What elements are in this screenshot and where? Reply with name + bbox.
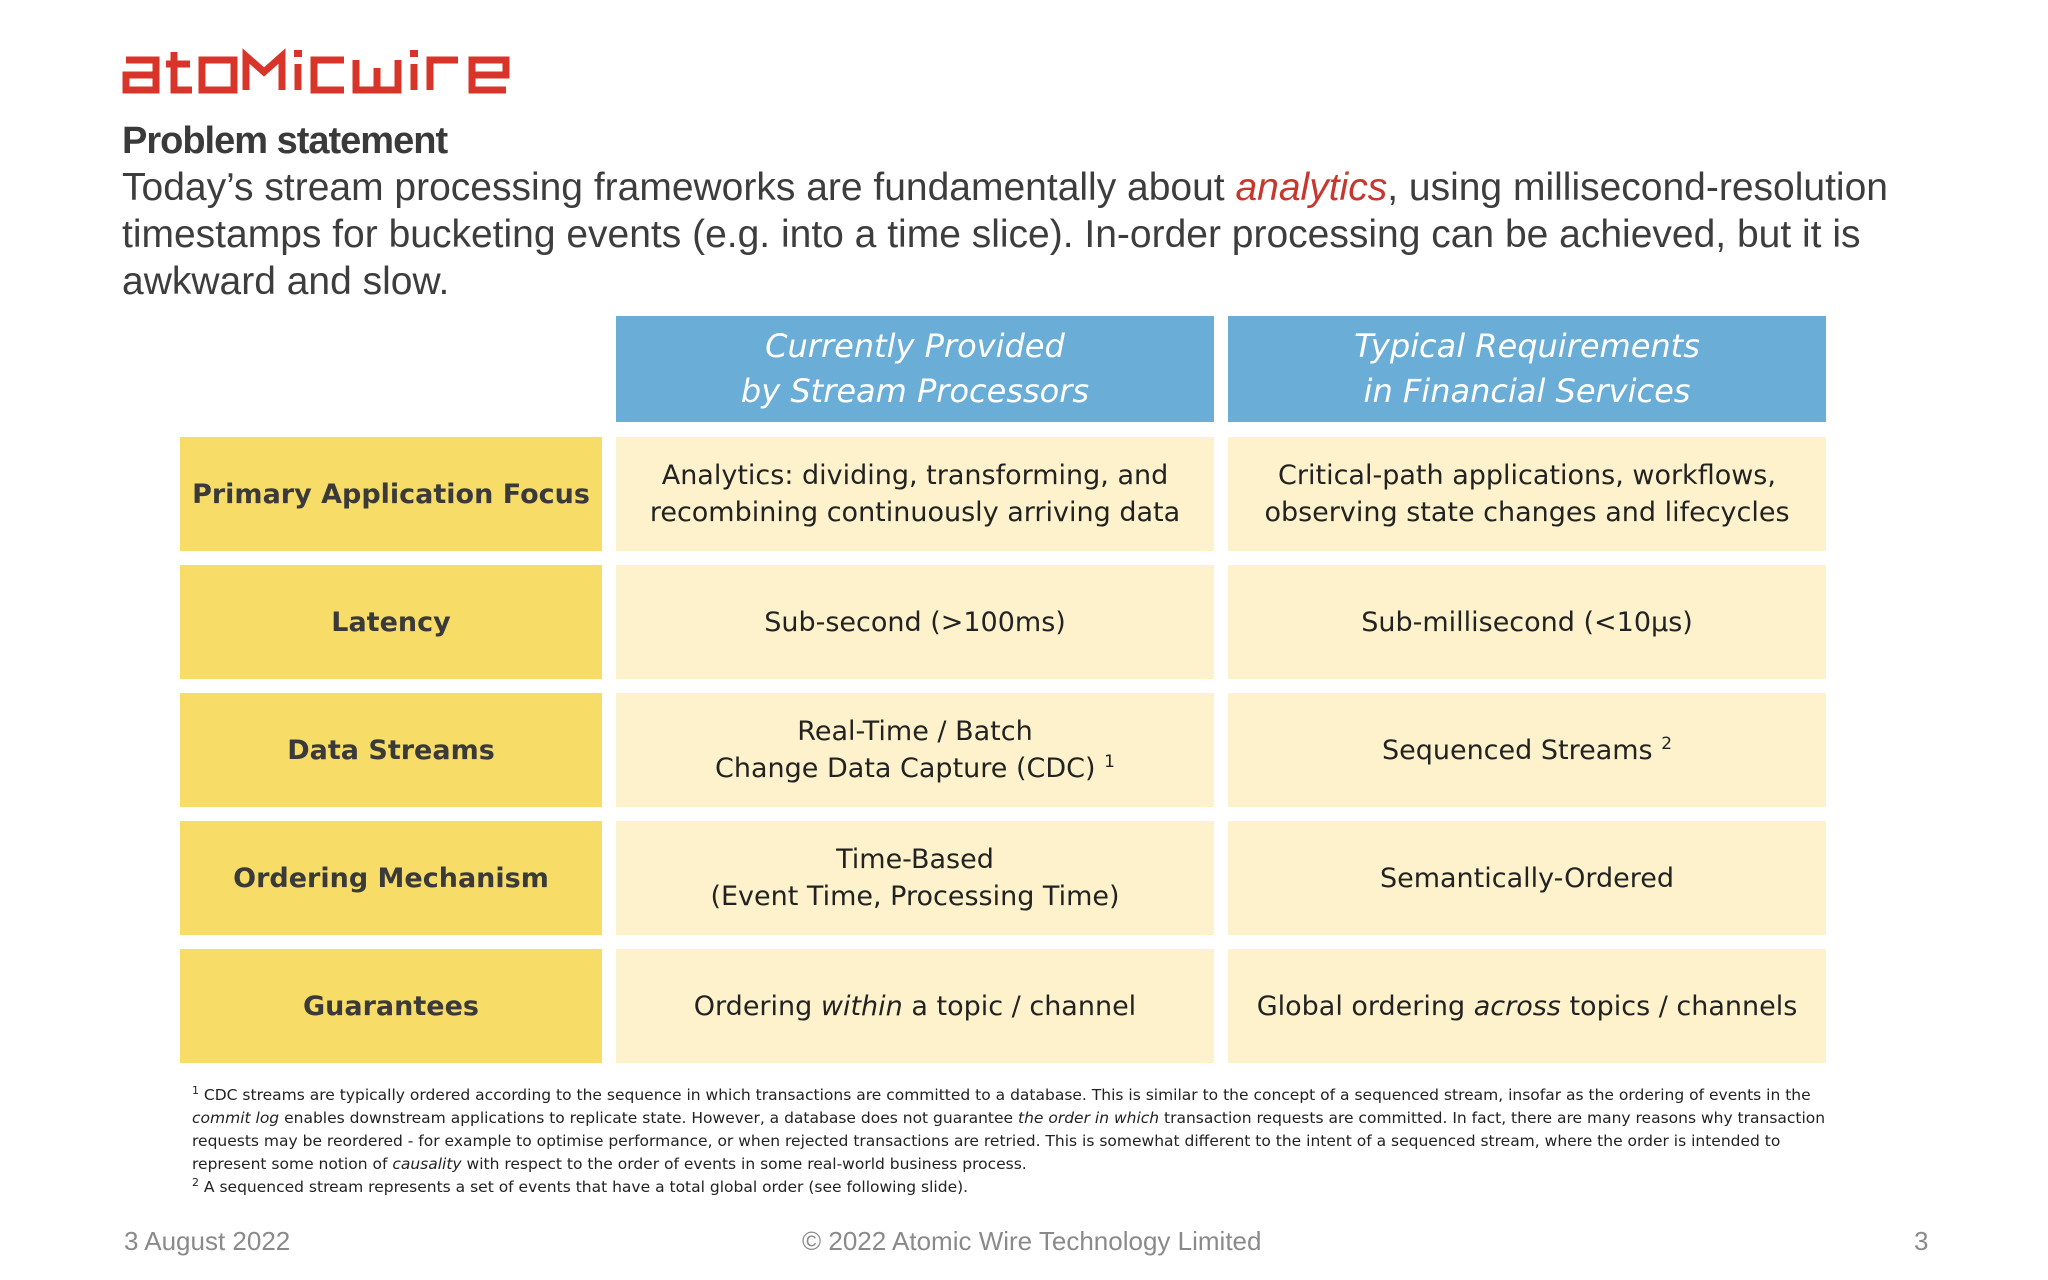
cell-line: (Event Time, Processing Time): [710, 881, 1120, 912]
row-label-latency: Latency: [180, 565, 602, 679]
column-header-line: Currently Provided: [765, 327, 1065, 365]
page-heading: Problem statement: [122, 120, 448, 162]
cell-current-application-focus: [616, 437, 1214, 551]
cell-line: Semantically-Ordered: [1379, 862, 1675, 894]
footnote-ref-1: 1: [1104, 752, 1115, 772]
cell-text: Ordering: [693, 990, 821, 1022]
footer-copyright: © 2022 Atomic Wire Technology Limited: [802, 1226, 1262, 1256]
statement-text-end: , using millisecond-resolution timestamps for bucketing events (e.g. into a time slice). In-order processing can be achieved, but it is awkward and slow.: [122, 166, 1888, 303]
cell-line: observing state changes and lifecycles: [1264, 497, 1790, 528]
cell-required-ordering-mechanism: [1228, 821, 1826, 935]
statement-text: Today’s stream processing frameworks are fundamentally about: [122, 166, 1236, 209]
cell-line: recombining continuously arriving data: [649, 497, 1181, 528]
atomicwire-logo: [122, 48, 546, 96]
footnote-number: 1: [192, 1083, 199, 1097]
cell-current-guarantees: [616, 949, 1214, 1063]
problem-statement: [122, 164, 1922, 305]
cell-line: Change Data Capture (CDC): [715, 753, 1096, 784]
cell-line: Analytics: dividing, transforming, and: [661, 460, 1169, 491]
cell-current-latency: [616, 565, 1214, 679]
cell-line: Sequenced Streams: [1381, 734, 1653, 766]
column-header-line: in Financial Services: [1363, 372, 1691, 410]
footnote-text: CDC streams are typically ordered according to the sequence in which transactions are committed to a database. This is similar to the concept of a sequenced stream, insofar as the ordering of events in the: [199, 1086, 1811, 1104]
column-header-required: [1228, 316, 1826, 422]
cell-text: a topic / channel: [902, 990, 1137, 1022]
footnote-text: A sequenced stream represents a set of events that have a total global order (see following slide).: [199, 1178, 969, 1196]
cell-line: Sub-millisecond (<10µs): [1361, 606, 1693, 638]
row-label-data-streams: Data Streams: [180, 693, 602, 807]
statement-accent-word: analytics: [1235, 166, 1388, 209]
footer-date: 3 August 2022: [124, 1226, 291, 1256]
cell-required-guarantees: [1228, 949, 1826, 1063]
footer-page-number: 3: [1914, 1226, 1929, 1256]
cell-line: Critical-path applications, workflows,: [1278, 460, 1776, 491]
footnote-number: 2: [192, 1175, 199, 1189]
cell-emphasis: across: [1473, 990, 1561, 1022]
row-label-application-focus: Primary Application Focus: [180, 437, 602, 551]
cell-current-ordering-mechanism: [616, 821, 1214, 935]
cell-text: Global ordering: [1256, 990, 1474, 1022]
column-header-current: [616, 316, 1214, 422]
cell-current-data-streams: [616, 693, 1214, 807]
cell-required-application-focus: [1228, 437, 1826, 551]
footnote-1: [192, 1084, 1842, 1176]
column-header-line: Typical Requirements: [1354, 327, 1700, 365]
footnote-emphasis: causality: [392, 1155, 462, 1173]
cell-required-data-streams: [1228, 693, 1826, 807]
footnote-emphasis: commit log: [192, 1109, 280, 1127]
footnote-ref-2: 2: [1661, 733, 1673, 754]
row-label-guarantees: Guarantees: [180, 949, 602, 1063]
cell-line: Sub-second (>100ms): [764, 606, 1066, 638]
footnote-text: enables downstream applications to replicate state. However, a database does not guarantee: [279, 1109, 1018, 1127]
footnote-text: with respect to the order of events in some real-world business process.: [461, 1155, 1027, 1173]
cell-line: Time-Based: [836, 844, 994, 875]
row-label-ordering-mechanism: Ordering Mechanism: [180, 821, 602, 935]
footnotes: [192, 1084, 1842, 1199]
cell-emphasis: within: [820, 990, 903, 1022]
footnote-2: [192, 1176, 1842, 1199]
cell-text: topics / channels: [1560, 990, 1798, 1022]
cell-line: Real-Time / Batch: [797, 716, 1033, 747]
cell-required-latency: [1228, 565, 1826, 679]
footnote-emphasis: the order in which: [1018, 1109, 1160, 1127]
column-header-line: by Stream Processors: [740, 372, 1090, 410]
footnote-text: transaction requests are committed. In fact, there are many reasons why transaction requests may be reordered - for example to optimise performance, or when rejected transactions are retried. This is somewhat different to the intent of a sequenced stream, where the order is intended to represent some notion of: [192, 1109, 1826, 1173]
